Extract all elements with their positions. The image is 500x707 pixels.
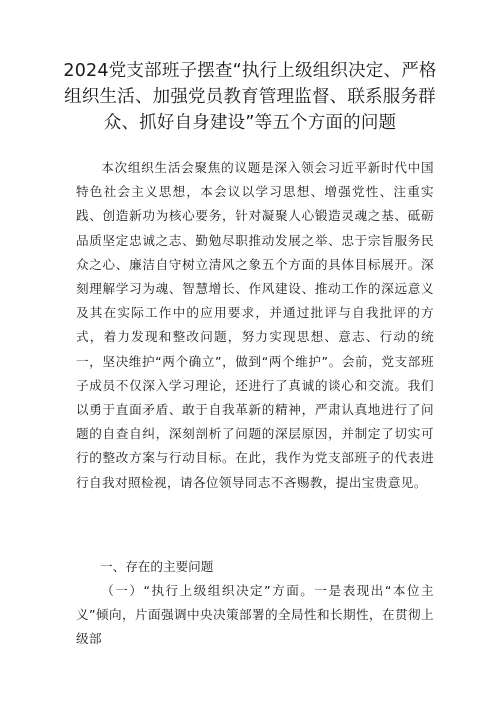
subsection-paragraph: （一）“执行上级组织决定”方面。一是表现出“本位主义”倾向，片面强调中央决策部署的全局性和长期性，在贯彻上级部 [76, 583, 434, 647]
intro-section [76, 156, 434, 495]
section-heading: 一、存在的主要问题 [100, 559, 214, 574]
intro-paragraph: 本次组织生活会聚焦的议题是深入领会习近平新时代中国特色社会主义思想，本会议以学习思想、增强党性、注重实践、创造新功为核心要务，针对凝聚人心锻造灵魂之基、砥砺品质坚定忠诚之志、勤勉尽职推动发展之举、忠于宗旨服务民众之心、廉洁自守树立清风之象五个方面的具体目标展开。深刻理解学习为魂、智慧增长、作风建设、推动工作的深远意义及其在实际工作中的应用要求，并通过批评与自我批评的方式，着力发现和整改问题，努力实现思想、意志、行动的统一，坚决维护“两个确立”，做到“两个维护”。会前，党支部班子成员不仅深入学习理论，还进行了真诚的谈心和交流。我们以勇于直面矛盾、敢于自我革新的精神，严肃认真地进行了问题的自查自纠，深刻剖析了问题的深层原因，并制定了切实可行的整改方案与行动目标。在此，我作为党支部班子的代表进行自我对照检视，请各位领导同志不吝赐教，提出宝贵意见。 [76, 160, 434, 490]
document-title: 2024党支部班子摆查“执行上级组织决定、严格组织生活、加强党员教育管理监督、联系服务群众、抓好自身建设”等五个方面的问题 [63, 61, 437, 133]
subsection-section [76, 579, 434, 652]
